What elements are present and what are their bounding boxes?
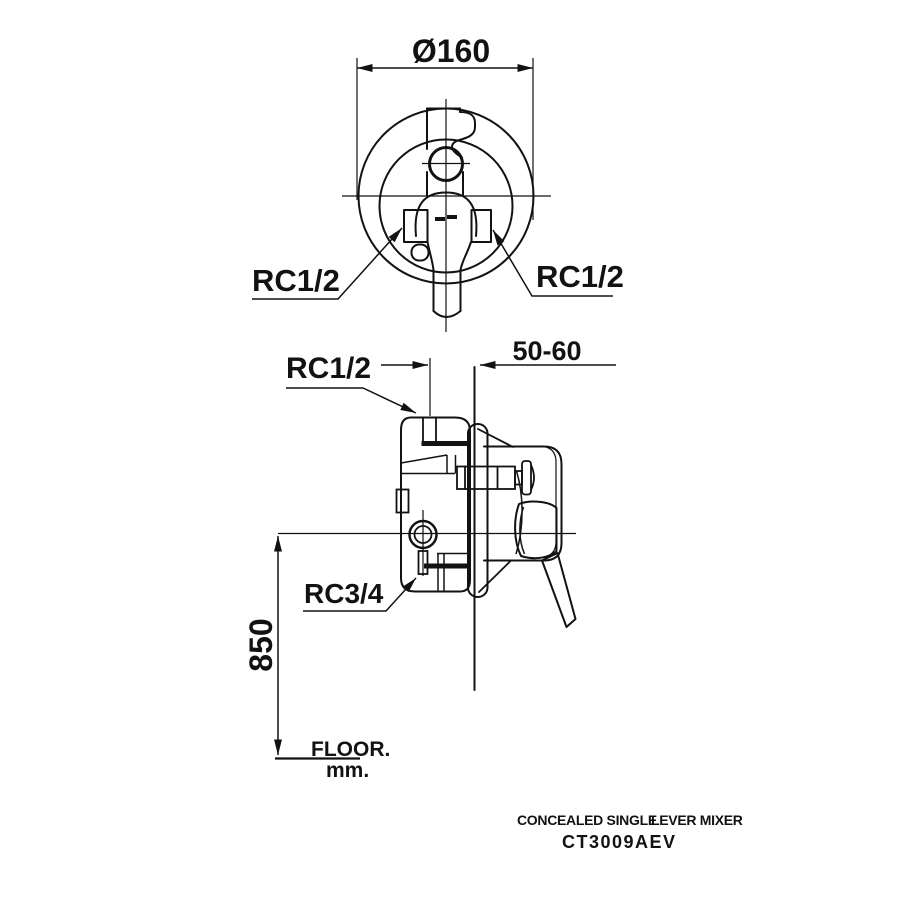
unit-label: mm. — [326, 759, 370, 782]
product-name-part2: LEVER MIXER — [651, 812, 743, 828]
valve-body-section — [397, 418, 471, 592]
side-view — [243, 336, 616, 782]
handle-front — [404, 193, 491, 318]
inlet-callout — [286, 352, 416, 413]
height-dimension-label: 850 — [243, 618, 279, 672]
right-port-callout — [493, 230, 624, 296]
lever-right-edge — [461, 242, 472, 311]
lever-arm — [542, 553, 576, 627]
body-lug — [397, 490, 409, 513]
height-dimension — [243, 536, 390, 782]
outlet-size-label: RC3/4 — [304, 578, 384, 609]
floor-label: FLOOR. — [311, 738, 391, 761]
top-left-port-label: RC1/2 — [252, 263, 340, 298]
left-port-callout — [252, 228, 402, 299]
diameter-dimension-label: Ø160 — [411, 33, 491, 69]
side-inlet-label: RC1/2 — [286, 352, 372, 385]
model-code: CT3009AEV — [562, 832, 677, 852]
top-right-port-label: RC1/2 — [536, 259, 624, 294]
title-block — [517, 812, 743, 852]
wall-depth-dimension-label: 50-60 — [512, 336, 582, 366]
outlet-callout — [303, 578, 416, 611]
top-view — [252, 33, 624, 332]
lever-tab — [412, 245, 429, 261]
product-name-part1: CONCEALED SINGLE — [517, 812, 657, 828]
leader-line — [286, 388, 416, 413]
lever-tip — [434, 311, 461, 317]
wall-depth-dimension — [381, 336, 616, 416]
lever-handle-side — [515, 502, 575, 627]
